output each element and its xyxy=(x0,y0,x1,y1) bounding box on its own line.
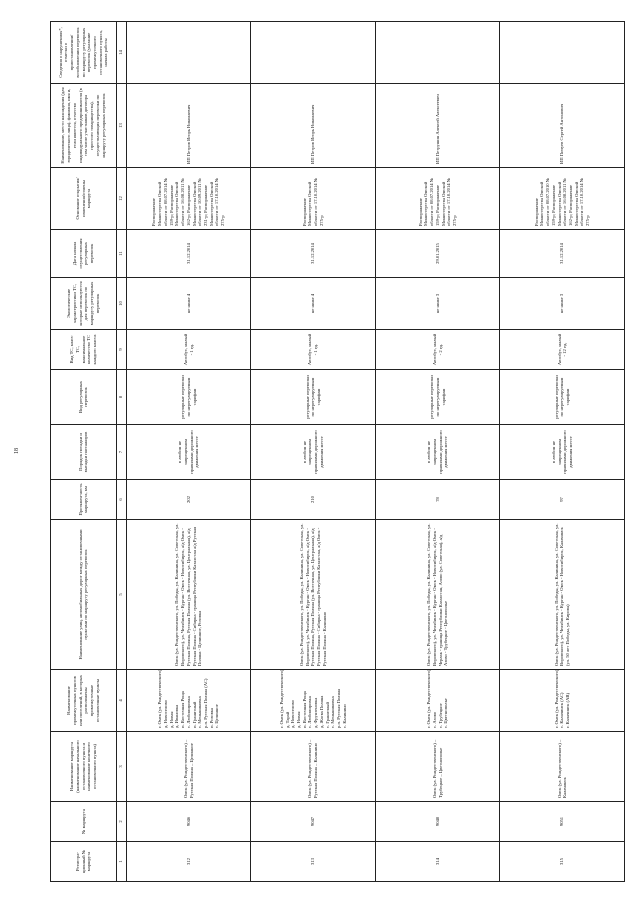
header-cell: № маршрута xyxy=(51,802,117,842)
basis-cell: Распоряжение Министерства Омской области от 17.10.2014 № 275-р xyxy=(251,168,376,230)
header-row xyxy=(51,22,117,882)
basis-cell: Распоряжение Министерства Омской области от 08.07.2014 № 159-р; Распоряжение Министерства Омской области от 17.10.2014 № 275-р xyxy=(375,168,500,230)
start-date-cell: 31.12.2014 xyxy=(500,230,625,278)
route-length-cell: 210 xyxy=(251,480,376,520)
basis-cell: Распоряжение Министерства Омской области от 08.07.2014 № 159-р; Распоряжение Министерства Омской области от 16.08.2011 № 162-р; Распоряжение Министерства Омской области от 10.09.2011 № 231-р; Распоряжение Министерства Омской области от 17.10.2014 № 275-р xyxy=(126,168,251,230)
intermediate-stops-cell xyxy=(500,670,625,732)
column-number: 4 xyxy=(116,670,126,732)
route-number-cell: 9047 xyxy=(251,802,376,842)
streets-cell: Омск (ул. Рождественского, ул. Победы, ул. Калинина, ул. Советская, ул. Воровского), ул. Челябинск - Курган - Омск - Новосибирск, а/д Омск - Русская Поляна, Русская Поляна (ул. Восточная, ул. Центральная), а/д Русская Поляна - Сибирка - граница Республики Казахстан, а/д Омск - Русская Поляна - Калинино xyxy=(251,520,376,670)
stop-item: г. Калачинск (АВ) xyxy=(565,693,571,728)
stop-item: д. Новоселово xyxy=(290,700,296,728)
stop-item: с. Целинное xyxy=(214,704,220,728)
route-number-cell: 9046 xyxy=(126,802,251,842)
route-number-cell: 9048 xyxy=(375,802,500,842)
stop-item: д. Новая xyxy=(295,711,301,728)
table-row xyxy=(251,22,376,882)
stop-item: с. Меньшиковка xyxy=(330,696,336,728)
column-number: 6 xyxy=(116,480,126,520)
vehicle-class-cell: Автобус, малый - 1 ед. xyxy=(126,330,251,370)
notes-cell xyxy=(375,22,500,84)
header-cell: Наименование, место нахождения (для юридического лица), фамилия, имя и, если имеется, отчество индивидуального предпринимателя (в том числе участников договора простого товарищества), осуществляющих перевозки по маршруту регулярных перевозок xyxy=(51,84,117,168)
header-cell: Наименование маршрута (наименование начального остановочного пункта и наименование конечного остановочного пункта) xyxy=(51,732,117,802)
route-name-cell: Омск (ул. Рождественского) – Трубецкое – Цветнополье xyxy=(375,732,500,802)
vehicle-class-cell: Автобус, малый - 2 ед. xyxy=(375,330,500,370)
vehicle-class-cell: Автобус, малый - 1 ед. xyxy=(251,330,376,370)
intermediate-stops-cell xyxy=(126,670,251,732)
intermediate-stops-cell xyxy=(251,670,376,732)
start-date-cell: 31.12.2014 xyxy=(251,230,376,278)
stop-item: д. Фрунзеновка xyxy=(313,697,319,728)
route-registry-sheet xyxy=(50,22,625,882)
route-name-cell: Омск (ул. Рождественского) – Русская Поляна – Целинное xyxy=(126,732,251,802)
stop-item: с. Калачинск (АС) xyxy=(559,692,565,728)
stop-item: с. Любомировка xyxy=(185,696,191,728)
header-cell: Экологические характеристики ТС, которые используются для перевозок по маршруту регулярных перевозок xyxy=(51,278,117,330)
boarding-order-cell: в любом не запрещенном правилами дорожного движения месте xyxy=(500,425,625,480)
stop-item: п. Восточная Роща xyxy=(180,691,186,728)
streets-cell: Омск (ул. Рождественского, ул. Победы, ул. Калинина, ул. Советская, ул. Воровского), ул. Челябинск - Курган - Омск - Новосибирск, а/д Омск - Русская Поляна, Русская Поляна (ул. Восточная, ул. Центральная), а/д Русская Поляна - Сибирка - граница Республики Казахстан а/д Русская Поляна - Целинное, Розовка xyxy=(126,520,251,670)
stop-item: с. Калинино xyxy=(341,704,347,728)
column-number: 9 xyxy=(116,330,126,370)
vehicle-class-cell: Автобус, малый - 12 ед. xyxy=(500,330,625,370)
stop-item: д. Новая xyxy=(168,711,174,728)
notes-cell xyxy=(126,22,251,84)
route-name-cell: Омск (ул. Рождественского) – Калачинск xyxy=(500,732,625,802)
transport-type-cell: регулярные перевозки по нерегулируемым тарифам xyxy=(375,370,500,425)
stop-item: с. Меньшиковка xyxy=(197,696,203,728)
header-cell: Вид ТС, класс ТС, максимальное количество ТС каждого класса xyxy=(51,330,117,370)
page-number: 18 xyxy=(14,448,20,454)
eco-class-cell: не ниже 4 xyxy=(126,278,251,330)
transport-type-cell: регулярные перевозки по нерегулируемым тарифам xyxy=(126,370,251,425)
eco-class-cell: не ниже 3 xyxy=(500,278,625,330)
stop-item: п. Восточная Роща xyxy=(301,691,307,728)
registration-number-cell: 313 xyxy=(251,842,376,882)
stop-item: п. Розовка xyxy=(208,708,214,728)
column-number: 13 xyxy=(116,84,126,168)
route-length-cell: 78 xyxy=(375,480,500,520)
notes-cell xyxy=(251,22,376,84)
header-cell: Регистра-ционный № маршрута xyxy=(51,842,117,882)
column-number: 12 xyxy=(116,168,126,230)
table-row xyxy=(375,22,500,882)
stop-item: г. Омск (ул. Рождественского) xyxy=(553,669,559,728)
carrier-cell: ИП Петров Игорь Николаевич xyxy=(251,84,376,168)
registration-number-cell: 315 xyxy=(500,842,625,882)
route-number-cell: 9051 xyxy=(500,802,625,842)
streets-cell: Омск (ул. Рождественского, ул. Победы, ул. Калинина, ул. Советская, ул. Воровского), ул. Челябинск - Курган - Омск - Новосибирск, Калачинск (ул. 50 лет Победы, ул. Кирова) xyxy=(500,520,625,670)
route-length-cell: 97 xyxy=(500,480,625,520)
registration-number-cell: 314 xyxy=(375,842,500,882)
column-number: 14 xyxy=(116,22,126,84)
eco-class-cell: не ниже 4 xyxy=(251,278,376,330)
streets-cell: Омск (ул. Рождественского, ул. Победы, ул. Калинина, ул. Советская, ул. Воровского), ул. Челябинск - Курган - Омск - Новосибирск, а/д Омск - Черлак - граница Республики Казахстан, Азово (ул. Советская), а/д Азово - Трубецкое - Цветнополье xyxy=(375,520,500,670)
boarding-order-cell: в любом не запрещенном правилами дорожного движения месте xyxy=(375,425,500,480)
basis-cell: Распоряжение Министерства Омской области от 08.07.2010 № 159-р; Распоряжение Министерства Омской области от 16.08.2011 № 162-р; Распоряжение Министерства Омской области от 17.10.2014 № 275-р xyxy=(500,168,625,230)
stop-item: с. Любомировка xyxy=(307,696,313,728)
stop-item: д. Тарай xyxy=(284,711,290,728)
transport-type-cell: регулярные перевозки по нерегулируемым тарифам xyxy=(251,370,376,425)
transport-type-cell: регулярные перевозки по нерегулируемым тарифам xyxy=(500,370,625,425)
header-cell: Вид регулярных перевозок xyxy=(51,370,117,425)
carrier-cell: ИП Петров Игорь Николаевич xyxy=(126,84,251,168)
header-cell: Дата начала осуществления регулярных перевозок xyxy=(51,230,117,278)
header-cell: Протяжен-ность маршрута, км xyxy=(51,480,117,520)
stop-item: с. Гранитный xyxy=(324,702,330,728)
start-date-cell: 29.01.2015 xyxy=(375,230,500,278)
header-cell: Наименование улиц, автомобильных дорог между остановочными пунктами по маршруту регулярных перевозок xyxy=(51,520,117,670)
route-name-cell: Омск (ул. Рождественского) – Русская Поляна – Калинино xyxy=(251,732,376,802)
stop-item: г. Омск (ул. Рождественского) xyxy=(278,669,284,728)
header-cell: Сведения о нарушениях*, отметки о приостановлении/возобновлении перевозок по маршруту регулярных перевозок (указание промежуточного остановочного пункта, начала работы xyxy=(51,22,117,84)
stop-item: д. Новоселово xyxy=(162,700,168,728)
header-cell: Основание открытия/изменения/отмены маршрута xyxy=(51,168,117,230)
column-number: 10 xyxy=(116,278,126,330)
eco-class-cell: не ниже 3 xyxy=(375,278,500,330)
route-length-cell: 202 xyxy=(126,480,251,520)
start-date-cell: 31.12.2014 xyxy=(126,230,251,278)
stop-item: г. Омск (ул. Рождественского) xyxy=(157,669,163,728)
intermediate-stops-cell xyxy=(375,670,500,732)
boarding-order-cell: в любом не запрещенном правилами дорожного движения месте xyxy=(126,425,251,480)
column-number: 1 xyxy=(116,842,126,882)
stop-item: с. Азово xyxy=(431,711,437,728)
carrier-cell: ИП Пичуев Сергей Антонович xyxy=(500,84,625,168)
column-number: 3 xyxy=(116,732,126,802)
column-number-row xyxy=(116,22,126,882)
column-number: 7 xyxy=(116,425,126,480)
header-cell: Наименование промежуточных пунктов или поселений, в которых расположены промежуточные остановочные пункты xyxy=(51,670,117,732)
column-number: 11 xyxy=(116,230,126,278)
route-registry-table xyxy=(50,21,625,882)
stop-item: р.п. Русская Поляна xyxy=(336,688,342,728)
carrier-cell: ИП Петрушин Алексей Алексеевич xyxy=(375,84,500,168)
stop-item: п. Гранитный xyxy=(191,701,197,728)
stop-item: д. Жатва Поляна xyxy=(318,695,324,728)
table-row xyxy=(500,22,625,882)
stop-item: д. Ивановка xyxy=(174,704,180,728)
stop-item: р.п. Русская Поляна (АС) xyxy=(203,678,209,728)
boarding-order-cell: в любом не запрещенном правилами дорожного движения месте xyxy=(251,425,376,480)
stop-item: г. Омск (ул. Рождественского) xyxy=(426,669,432,728)
stop-item: с. Цветнополье xyxy=(443,698,449,728)
column-number: 8 xyxy=(116,370,126,425)
table-row xyxy=(126,22,251,882)
column-number: 2 xyxy=(116,802,126,842)
column-number: 5 xyxy=(116,520,126,670)
stop-item: с. Трубецкое xyxy=(437,703,443,728)
registration-number-cell: 312 xyxy=(126,842,251,882)
notes-cell xyxy=(500,22,625,84)
header-cell: Порядок посадки и высадки пассажиров xyxy=(51,425,117,480)
